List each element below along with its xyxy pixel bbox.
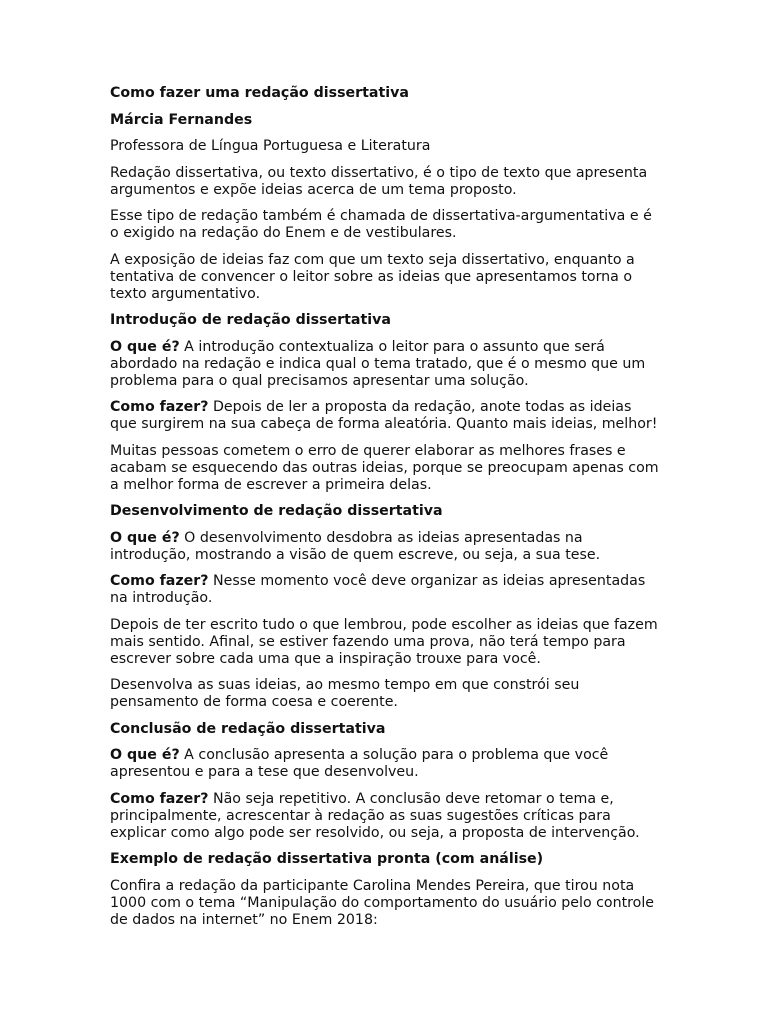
section-heading-conclusao: Conclusão de redação dissertativa	[110, 720, 386, 737]
how-paragraph	[110, 399, 662, 433]
how-text: Não seja repetitivo. A conclusão deve retomar o tema e, principalmente, acrescentar à redação as suas sugestões críticas para explicar como algo pode ser resolvido, ou seja, a proposta de intervenção.	[110, 790, 640, 841]
how-paragraph	[110, 791, 662, 842]
how-label: Como fazer?	[110, 790, 209, 807]
body-paragraph: Depois de ter escrito tudo o que lembrou, pode escolher as ideias que fazem mais sentido. Afinal, se estiver fazendo uma prova, não terá tempo para escrever sobre cada uma que a inspiração trouxe para você.	[110, 616, 658, 667]
author-role: Professora de Língua Portuguesa e Literatura	[110, 138, 431, 154]
section-heading-exemplo: Exemplo de redação dissertativa pronta (com análise)	[110, 851, 544, 867]
what-paragraph	[110, 747, 662, 781]
intro-paragraph: Esse tipo de redação também é chamada de dissertativa-argumentativa e é o exigido na redação do Enem e de vestibulares.	[110, 208, 652, 241]
section-heading-desenvolvimento: Desenvolvimento de redação dissertativa	[110, 503, 443, 519]
what-label: O que é?	[110, 529, 180, 546]
what-paragraph	[110, 530, 662, 564]
example-paragraph: Confira a redação da participante Carolina Mendes Pereira, que tirou nota 1000 com o tema “Manipulação do comportamento do usuário pelo controle de dados na internet” no Enem 2018:	[110, 877, 655, 928]
what-label: O que é?	[110, 338, 180, 355]
what-text: O desenvolvimento desdobra as ideias apresentadas na introdução, mostrando a visão de quem escreve, ou seja, a sua tese.	[110, 529, 601, 563]
body-paragraph: Desenvolva as suas ideias, ao mesmo tempo em que constrói seu pensamento de forma coesa e coerente.	[110, 677, 580, 710]
intro-paragraph: A exposição de ideias faz com que um texto seja dissertativo, enquanto a tentativa de convencer o leitor sobre as ideias que apresentamos torna o texto argumentativo.	[110, 251, 635, 302]
how-label: Como fazer?	[110, 573, 209, 589]
author-name: Márcia Fernandes	[110, 111, 253, 128]
how-text: Nesse momento você deve organizar as ideias apresentadas na introdução.	[110, 573, 646, 606]
document-title: Como fazer uma redação dissertativa	[110, 85, 409, 101]
how-label: Como fazer?	[110, 399, 209, 415]
what-label: O que é?	[110, 747, 180, 763]
what-text: A introdução contextualiza o leitor para o assunto que será abordado na redação e indica qual o tema tratado, que é o mesmo que um problema para o qual precisamos apresentar uma solução.	[110, 338, 646, 389]
body-paragraph: Muitas pessoas cometem o erro de querer elaborar as melhores frases e acabam se esquecendo das outras ideias, porque se preocupam apenas com a melhor forma de escrever a primeira delas.	[110, 442, 659, 493]
document-page	[110, 85, 662, 938]
what-text: A conclusão apresenta a solução para o problema que você apresentou e para a tese que desenvolveu.	[110, 747, 609, 780]
intro-paragraph: Redação dissertativa, ou texto dissertativo, é o tipo de texto que apresenta argumentos e expõe ideias acerca de um tema proposto.	[110, 164, 648, 198]
how-paragraph	[110, 573, 662, 607]
section-heading-introducao: Introdução de redação dissertativa	[110, 312, 391, 328]
what-paragraph	[110, 339, 662, 390]
how-text: Depois de ler a proposta da redação, anote todas as ideias que surgirem na sua cabeça de forma aleatória. Quanto mais ideias, melhor!	[110, 399, 658, 432]
